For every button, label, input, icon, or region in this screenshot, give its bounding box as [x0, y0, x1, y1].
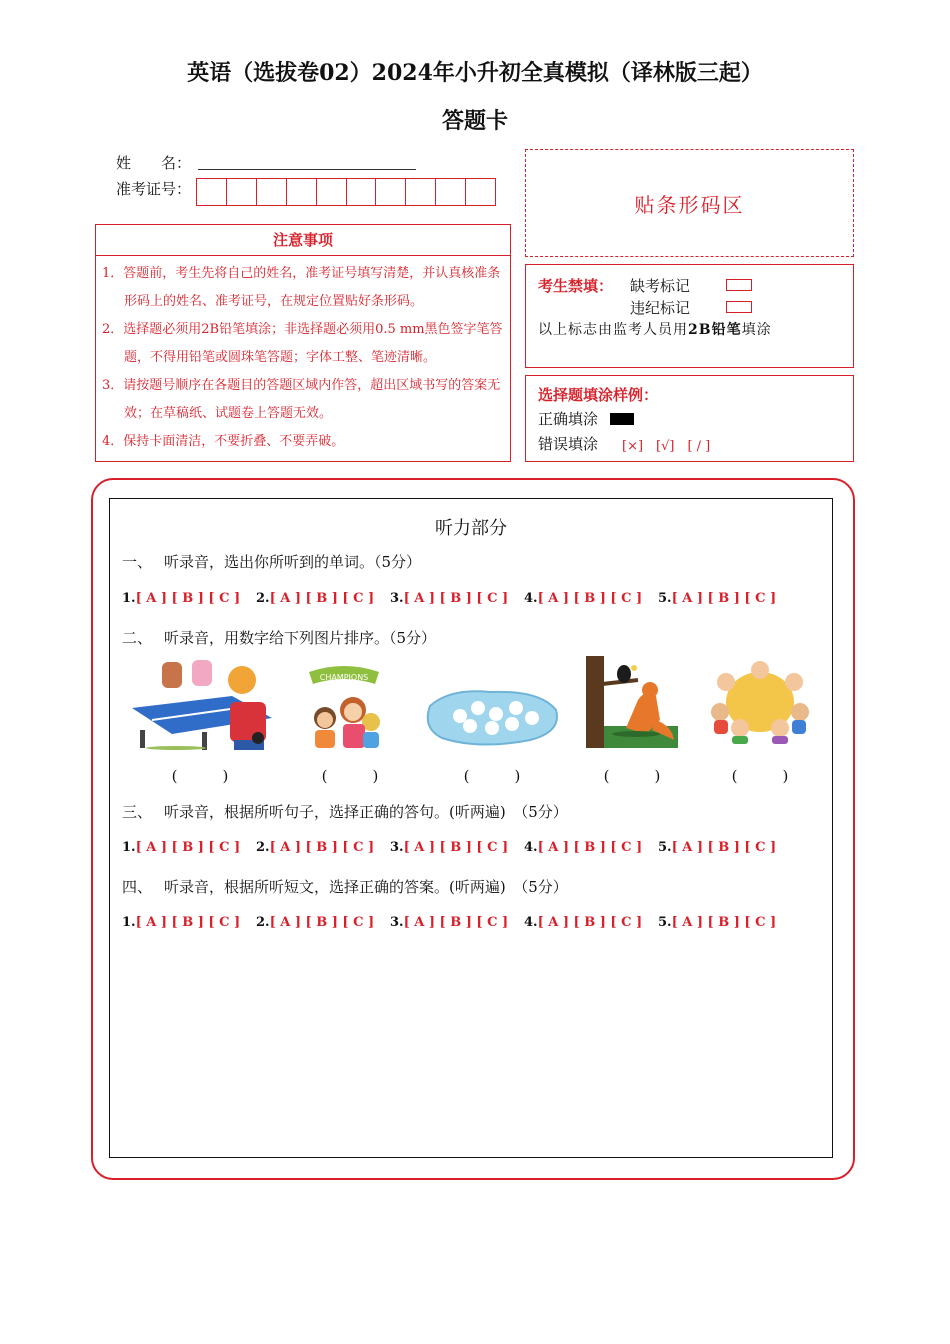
order-blank-4[interactable]: ( ) — [603, 767, 661, 785]
question-text: 听录音，用数字给下列图片排序。（5分） — [164, 629, 437, 647]
answer-number: 1. — [122, 591, 136, 606]
order-blank-5[interactable]: ( ) — [731, 767, 789, 785]
notice-item: 4．保持卡面清洁，不要折叠、不要弄破。 — [102, 434, 345, 449]
answer-number: 5. — [658, 915, 672, 930]
correct-fill-sample — [610, 413, 634, 425]
id-digit-box[interactable] — [466, 179, 495, 205]
answer-item[interactable] — [658, 840, 792, 855]
answer-item[interactable] — [390, 915, 524, 930]
name-label: 姓 名： — [116, 154, 192, 172]
answer-item[interactable] — [524, 915, 658, 930]
answer-number: 2. — [256, 591, 270, 606]
answer-row-3 — [122, 840, 792, 855]
question-2-heading — [122, 627, 436, 648]
answer-options[interactable]: [ A ] [ B ] [ C ] — [269, 915, 375, 930]
id-digit-box[interactable] — [436, 179, 466, 205]
answer-options[interactable]: [ A ] [ B ] [ C ] — [537, 840, 643, 855]
answer-options[interactable]: [ A ] [ B ] [ C ] — [135, 915, 241, 930]
answer-item[interactable] — [122, 915, 256, 930]
id-digit-box[interactable] — [406, 179, 436, 205]
answer-item[interactable] — [390, 840, 524, 855]
exam-id-boxes[interactable] — [196, 178, 496, 206]
forbidden-box — [525, 264, 854, 368]
answer-number: 3. — [390, 915, 404, 930]
id-digit-box[interactable] — [317, 179, 347, 205]
name-field[interactable] — [198, 168, 416, 170]
answer-number: 3. — [390, 591, 404, 606]
answer-number: 2. — [256, 840, 270, 855]
answer-options[interactable]: [ A ] [ B ] [ C ] — [269, 840, 375, 855]
section-title: 听力部分 — [435, 518, 507, 539]
page-subtitle: 答题卡 — [441, 108, 508, 134]
note-prefix: 以上标志由监考人员用 — [538, 322, 688, 338]
question-3-heading — [122, 801, 568, 822]
wrong-fill-label: 错误填涂 — [538, 435, 599, 453]
answer-item[interactable] — [524, 840, 658, 855]
notice-item: 3．请按题号顺序在各题目的答题区域内作答，超出区域书写的答案无效；在草稿纸、试题卷上答题无效。 — [102, 378, 501, 421]
page-title: 英语（选拔卷02）2024年小升初全真模拟（译林版三起） — [187, 60, 763, 86]
correct-fill-label: 正确填涂 — [538, 410, 599, 428]
answer-item[interactable] — [390, 591, 524, 606]
answer-options[interactable]: [ A ] [ B ] [ C ] — [671, 591, 777, 606]
id-digit-box[interactable] — [257, 179, 287, 205]
note-suffix: 填涂 — [741, 322, 772, 338]
barcode-label: 贴条形码区 — [634, 192, 745, 217]
answer-number: 1. — [122, 915, 136, 930]
notice-box — [95, 224, 511, 462]
answer-item[interactable] — [256, 591, 390, 606]
question-1-heading — [122, 551, 421, 572]
absent-mark-box[interactable] — [726, 279, 752, 291]
violation-mark-box[interactable] — [726, 301, 752, 313]
notice-item: 2．选择题必须用2B铅笔填涂；非选择题必须用0.5 mm黑色签字笔答题，不得用铅笔或圆珠笔答题；字体工整、笔迹清晰。 — [102, 322, 503, 365]
answer-options[interactable]: [ A ] [ B ] [ C ] — [671, 915, 777, 930]
id-digit-box[interactable] — [347, 179, 377, 205]
answer-number: 5. — [658, 591, 672, 606]
barcode-area — [525, 149, 854, 257]
answer-options[interactable]: [ A ] [ B ] [ C ] — [403, 840, 509, 855]
question-text: 听录音，根据所听句子，选择正确的答句。(听两遍) （5分） — [164, 803, 568, 821]
id-digit-box[interactable] — [227, 179, 257, 205]
answer-number: 4. — [524, 591, 538, 606]
exam-id-label: 准考证号： — [116, 180, 192, 198]
wrong-fill-samples: [×] [√] [ / ] — [622, 439, 711, 454]
notice-heading: 注意事项 — [96, 225, 510, 256]
answer-options[interactable]: [ A ] [ B ] [ C ] — [537, 591, 643, 606]
dumplings-picture — [420, 686, 562, 748]
question-text: 听录音，选出你所听到的单词。（5分） — [164, 553, 422, 571]
answer-item[interactable] — [524, 591, 658, 606]
id-digit-box[interactable] — [197, 179, 227, 205]
note-pencil: 2B铅笔 — [688, 322, 742, 338]
notice-item: 1．答题前，考生先将自己的姓名，准考证号填写清楚，并认真核准条形码上的姓名、准考证号，在规定位置贴好条形码。 — [102, 266, 501, 309]
order-blank-3[interactable]: ( ) — [463, 767, 521, 785]
question-number: 二、 — [122, 629, 153, 647]
answer-options[interactable]: [ A ] [ B ] [ C ] — [671, 840, 777, 855]
champions-kids-picture — [303, 660, 385, 750]
forbidden-heading: 考生禁填： — [538, 277, 614, 295]
answer-item[interactable] — [658, 591, 792, 606]
answer-item[interactable] — [256, 840, 390, 855]
answer-number: 5. — [658, 840, 672, 855]
violation-label: 违纪标记 — [630, 299, 691, 317]
order-blank-1[interactable]: ( ) — [171, 767, 229, 785]
answer-number: 4. — [524, 840, 538, 855]
question-number: 一、 — [122, 553, 153, 571]
question-4-heading — [122, 876, 568, 897]
answer-options[interactable]: [ A ] [ B ] [ C ] — [403, 915, 509, 930]
answer-options[interactable]: [ A ] [ B ] [ C ] — [537, 915, 643, 930]
svg-text:CHAMPIONS: CHAMPIONS — [319, 673, 369, 682]
question-number: 四、 — [122, 878, 153, 896]
table-tennis-picture — [122, 656, 280, 750]
answer-options[interactable]: [ A ] [ B ] [ C ] — [135, 840, 241, 855]
answer-row-1 — [122, 591, 792, 606]
order-blank-2[interactable]: ( ) — [321, 767, 379, 785]
forbidden-note — [538, 319, 772, 339]
answer-item[interactable] — [256, 915, 390, 930]
absent-label: 缺考标记 — [630, 277, 691, 295]
answer-options[interactable]: [ A ] [ B ] [ C ] — [135, 591, 241, 606]
fox-and-crow-picture — [586, 656, 678, 748]
id-digit-box[interactable] — [376, 179, 406, 205]
answer-number: 1. — [122, 840, 136, 855]
answer-item[interactable] — [122, 840, 256, 855]
answer-number: 4. — [524, 915, 538, 930]
question-text: 听录音，根据所听短文，选择正确的答案。(听两遍) （5分） — [164, 878, 568, 896]
answer-options[interactable]: [ A ] [ B ] [ C ] — [269, 591, 375, 606]
question-number: 三、 — [122, 803, 153, 821]
answer-item[interactable] — [658, 915, 792, 930]
group-kids-picture — [710, 660, 810, 744]
fill-sample-box — [525, 375, 854, 462]
id-digit-box[interactable] — [287, 179, 317, 205]
answer-row-4 — [122, 915, 792, 930]
answer-number: 3. — [390, 840, 404, 855]
answer-options[interactable]: [ A ] [ B ] [ C ] — [403, 591, 509, 606]
answer-item[interactable] — [122, 591, 256, 606]
sample-heading: 选择题填涂样例： — [538, 386, 659, 404]
answer-number: 2. — [256, 915, 270, 930]
